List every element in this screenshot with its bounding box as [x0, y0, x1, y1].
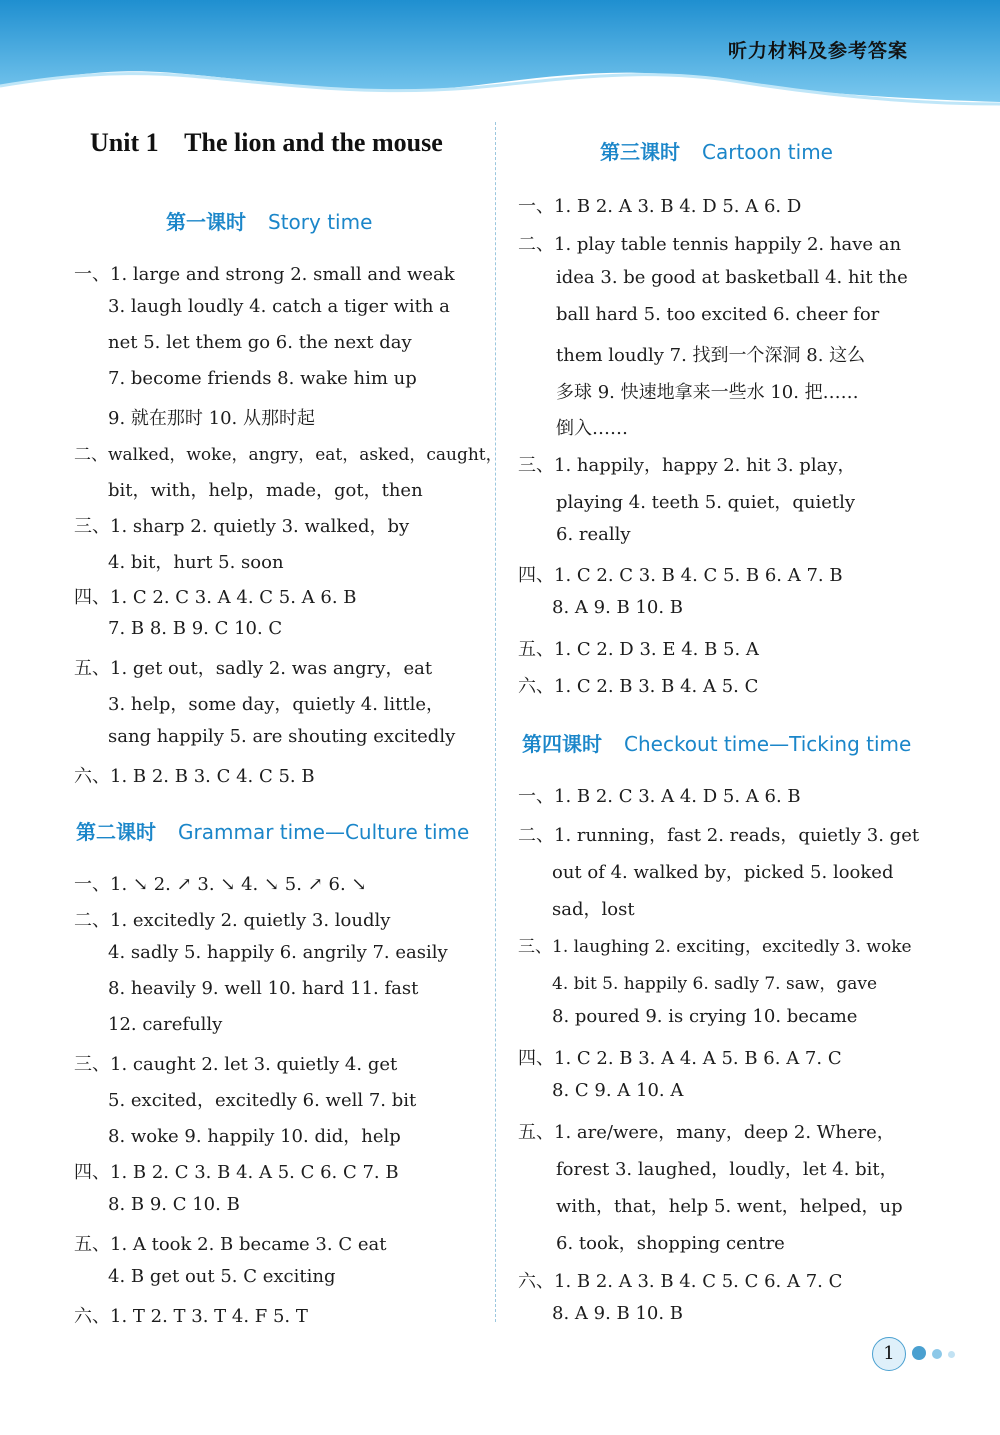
- answer-line: 6. took，shopping centre: [556, 1233, 785, 1254]
- answer-line: 8. poured 9. is crying 10. became: [552, 1006, 858, 1027]
- header-title: 听力材料及参考答案: [727, 40, 908, 62]
- answer-line: 二、1. play table tennis happily 2. have an: [518, 234, 902, 255]
- answer-line: 4. sadly 5. happily 6. angrily 7. easily: [108, 942, 448, 963]
- answer-line: 六、1. B 2. A 3. B 4. C 5. C 6. A 7. C: [518, 1271, 843, 1292]
- answer-line: sang happily 5. are shouting excitedly: [108, 726, 456, 747]
- answer-line: 4. bit 5. happily 6. sadly 7. saw，gave: [552, 974, 878, 994]
- answer-line: 8. A 9. B 10. B: [552, 597, 684, 618]
- decorative-dot: [948, 1351, 955, 1358]
- section-heading-story-time: [166, 206, 372, 235]
- answer-line: net 5. let them go 6. the next day: [108, 332, 412, 353]
- section-en-label: Grammar time—Culture time: [178, 820, 470, 844]
- section-heading-cartoon-time: [600, 136, 833, 165]
- section-cn-label: 第一课时: [166, 210, 246, 234]
- section-heading-grammar-time: [76, 816, 469, 845]
- answer-line: 8. heavily 9. well 10. hard 11. fast: [108, 978, 419, 999]
- answer-line: idea 3. be good at basketball 4. hit the: [556, 267, 908, 288]
- answer-line: 3. help，some day，quietly 4. little，: [108, 694, 445, 715]
- answer-line: 8. woke 9. happily 10. did，help: [108, 1126, 401, 1147]
- answer-line: forest 3. laughed，loudly，let 4. bit，: [556, 1159, 898, 1180]
- answer-line: bit，with，help，made，got，then: [108, 480, 423, 501]
- answer-line: ball hard 5. too excited 6. cheer for: [556, 304, 880, 325]
- section-en-label: Checkout time—Ticking time: [624, 732, 912, 756]
- page-number: 1: [872, 1337, 906, 1371]
- answer-line: 四、1. B 2. C 3. B 4. A 5. C 6. C 7. B: [74, 1162, 399, 1183]
- section-cn-label: 第四课时: [522, 732, 602, 756]
- answer-line: 8. B 9. C 10. B: [108, 1194, 240, 1215]
- answer-line: 六、1. T 2. T 3. T 4. F 5. T: [74, 1306, 308, 1327]
- answer-line: 六、1. B 2. B 3. C 4. C 5. B: [74, 766, 315, 787]
- answer-line: 倒入……: [556, 418, 628, 439]
- answer-line: 4. bit，hurt 5. soon: [108, 552, 284, 573]
- column-divider: [495, 122, 496, 1322]
- section-heading-checkout-time: [522, 728, 911, 757]
- answer-line: 9. 就在那时 10. 从那时起: [108, 408, 315, 429]
- answer-line: with，that，help 5. went，helped，up: [556, 1196, 903, 1217]
- answer-line: 四、1. C 2. C 3. B 4. C 5. B 6. A 7. B: [518, 565, 843, 586]
- answer-line: 一、1. B 2. A 3. B 4. D 5. A 6. D: [518, 196, 802, 217]
- answer-line: 五、1. A took 2. B became 3. C eat: [74, 1234, 387, 1255]
- answer-line: 3. laugh loudly 4. catch a tiger with a: [108, 296, 450, 317]
- answer-line: 一、1. large and strong 2. small and weak: [74, 264, 455, 285]
- answer-line: 7. B 8. B 9. C 10. C: [108, 618, 283, 639]
- answer-line: 一、1. ↘ 2. ↗ 3. ↘ 4. ↘ 5. ↗ 6. ↘: [74, 874, 367, 895]
- answer-line: 5. excited，excitedly 6. well 7. bit: [108, 1090, 417, 1111]
- answer-line: 二、walked，woke，angry，eat，asked，caught，: [74, 445, 503, 465]
- section-cn-label: 第二课时: [76, 820, 156, 844]
- answer-line: 五、1. are/were，many，deep 2. Where，: [518, 1122, 895, 1143]
- answer-line: sad，lost: [552, 899, 635, 920]
- answer-line: 8. A 9. B 10. B: [552, 1303, 684, 1324]
- answer-line: 二、1. excitedly 2. quietly 3. loudly: [74, 910, 391, 931]
- answer-line: 4. B get out 5. C exciting: [108, 1266, 336, 1287]
- answer-line: 7. become friends 8. wake him up: [108, 368, 417, 389]
- answer-line: 五、1. C 2. D 3. E 4. B 5. A: [518, 639, 759, 660]
- answer-line: 二、1. running，fast 2. reads，quietly 3. get: [518, 825, 920, 846]
- unit-title: Unit 1 The lion and the mouse: [90, 128, 443, 157]
- answer-line: 六、1. C 2. B 3. B 4. A 5. C: [518, 676, 759, 697]
- answer-line: 四、1. C 2. C 3. A 4. C 5. A 6. B: [74, 587, 357, 608]
- answer-line: 6. really: [556, 524, 631, 545]
- decorative-dot: [932, 1349, 942, 1359]
- answer-line: 三、1. caught 2. let 3. quietly 4. get: [74, 1054, 398, 1075]
- answer-line: 三、1. sharp 2. quietly 3. walked，by: [74, 516, 410, 537]
- section-cn-label: 第三课时: [600, 140, 680, 164]
- answer-line: 一、1. B 2. C 3. A 4. D 5. A 6. B: [518, 786, 801, 807]
- answer-line: 五、1. get out，sadly 2. was angry，eat: [74, 658, 433, 679]
- answer-line: 三、1. laughing 2. exciting，excitedly 3. woke: [518, 937, 912, 957]
- answer-line: out of 4. walked by，picked 5. looked: [552, 862, 894, 883]
- section-en-label: Story time: [268, 210, 373, 234]
- answer-line: them loudly 7. 找到一个深洞 8. 这么: [556, 345, 866, 366]
- answer-line: playing 4. teeth 5. quiet，quietly: [556, 492, 856, 513]
- decorative-dot: [912, 1346, 926, 1360]
- answer-line: 8. C 9. A 10. A: [552, 1080, 684, 1101]
- answer-line: 12. carefully: [108, 1014, 223, 1035]
- answer-line: 多球 9. 快速地拿来一些水 10. 把……: [556, 382, 859, 403]
- answer-line: 四、1. C 2. B 3. A 4. A 5. B 6. A 7. C: [518, 1048, 842, 1069]
- answer-line: 三、1. happily，happy 2. hit 3. play，: [518, 455, 856, 476]
- section-en-label: Cartoon time: [702, 140, 833, 164]
